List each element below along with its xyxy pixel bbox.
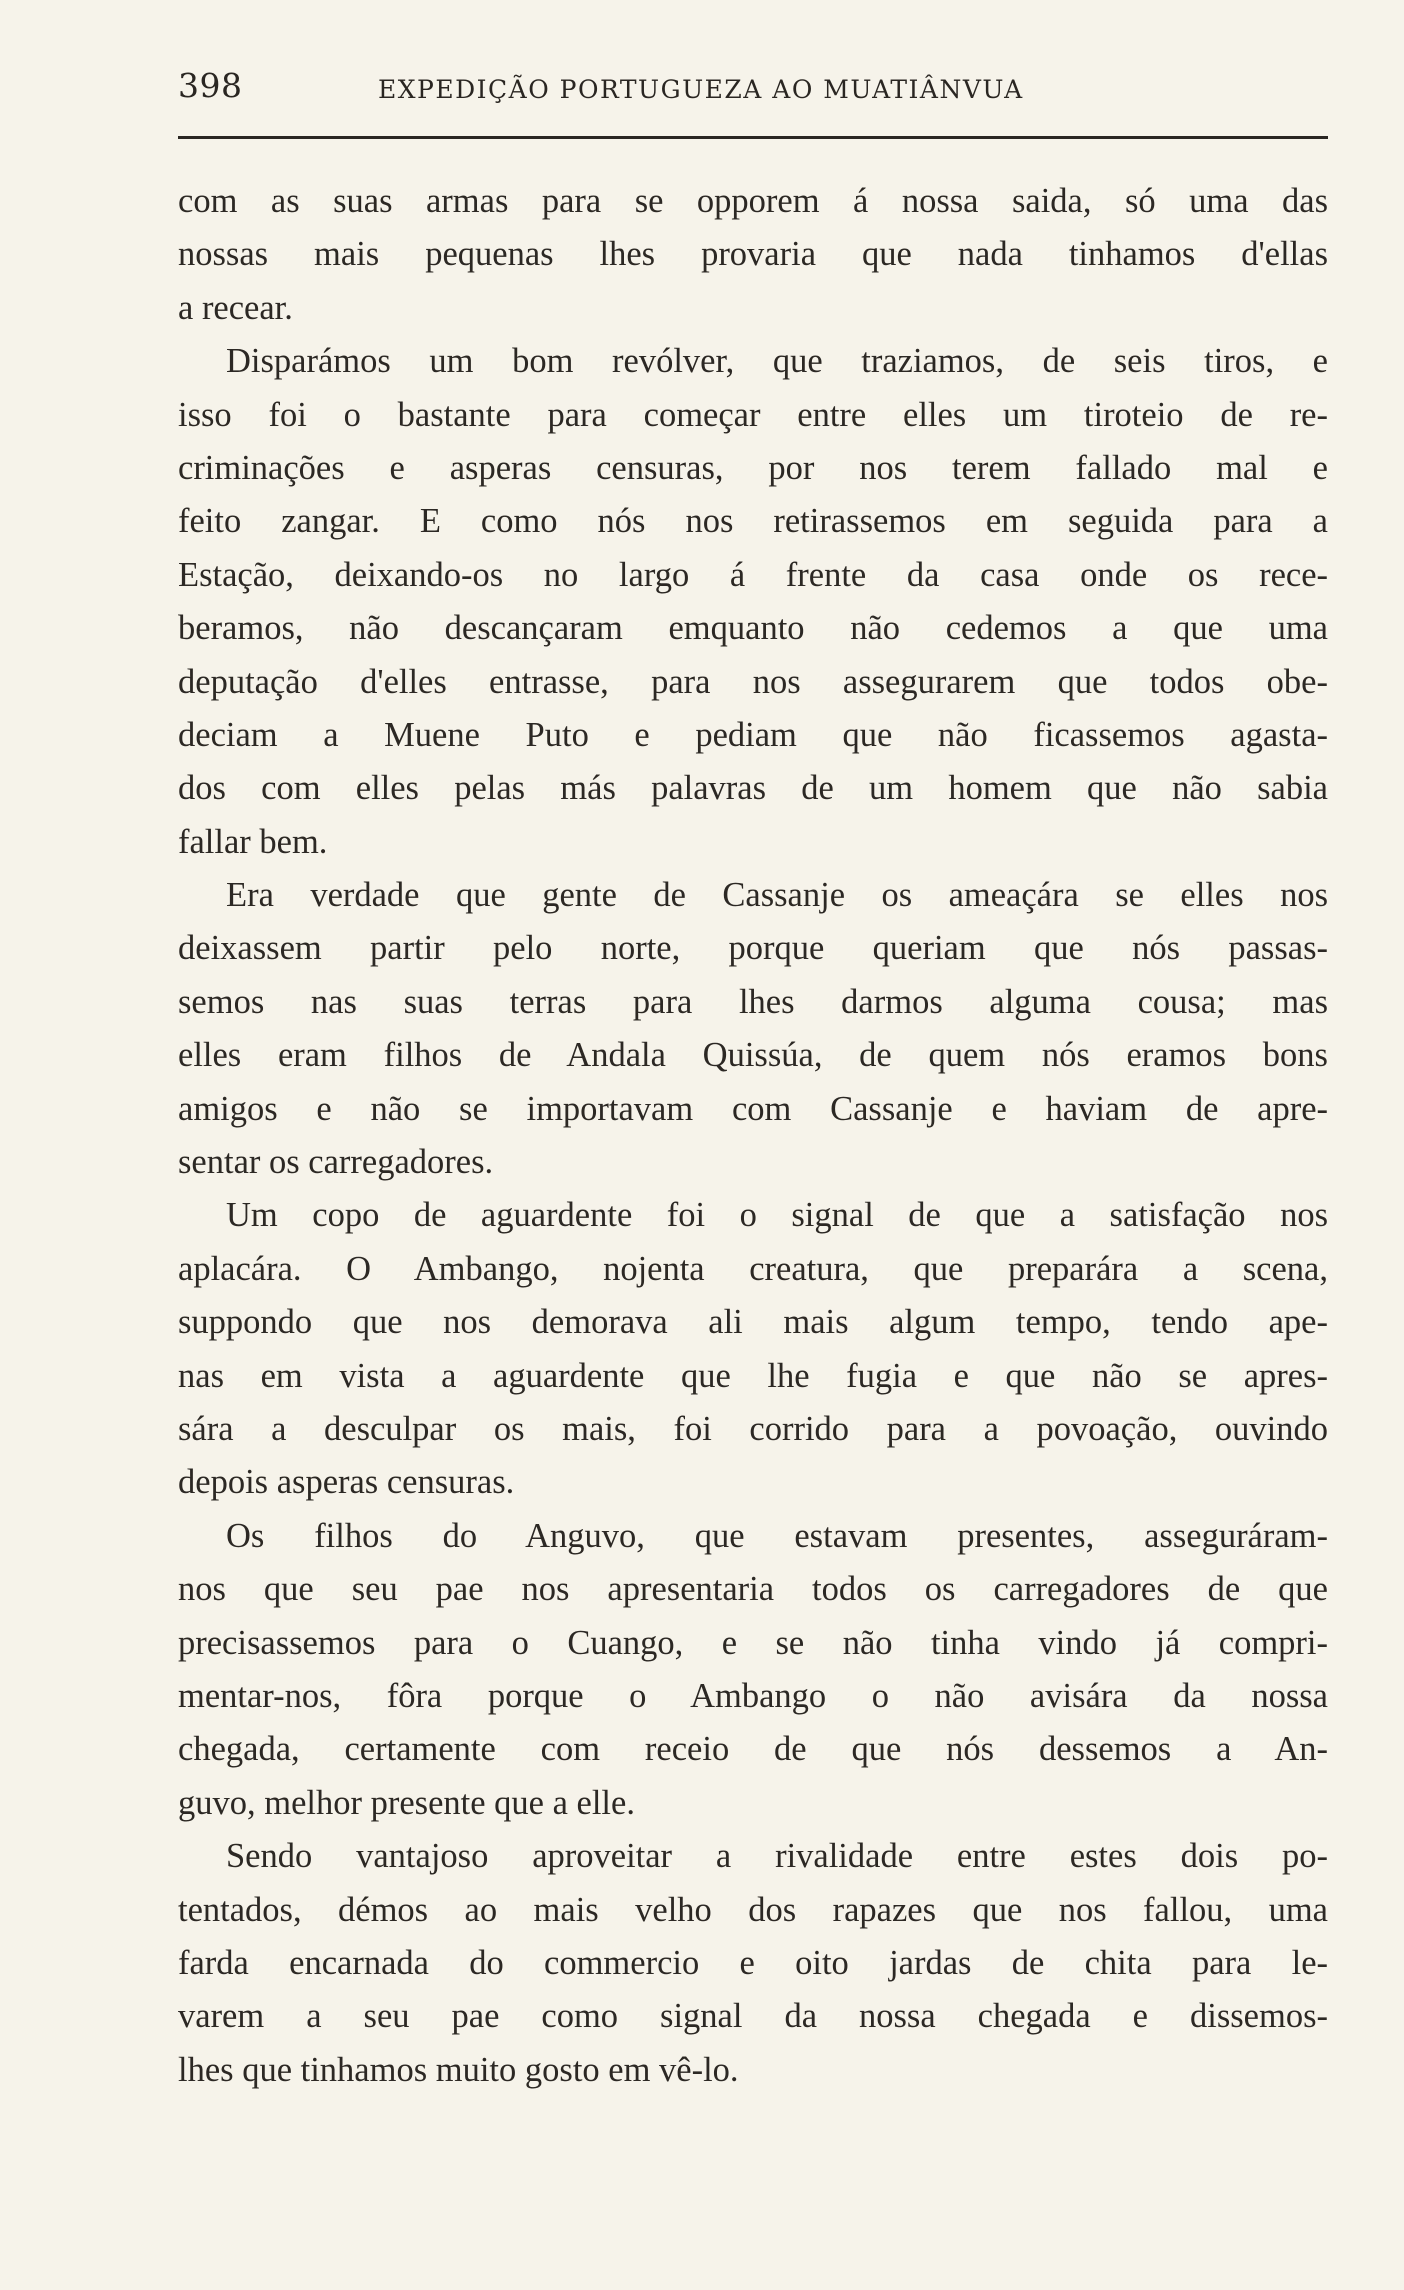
text-line: lhes que tinhamos muito gosto em vê-lo. — [178, 2050, 739, 2089]
body-text — [178, 175, 1328, 2097]
text-line: sentar os carregadores. — [178, 1143, 494, 1182]
text-line: Os filhos do Anguvo, que estavam presentes, asseguráram- — [226, 1516, 1328, 1555]
text-line: tentados, démos ao mais velho dos rapazes que nos fallou, uma — [178, 1890, 1328, 1929]
text-line: varem a seu pae como signal da nossa chegada e dissemos- — [178, 1997, 1328, 2036]
text-line: chegada, certamente com receio de que nós dessemos a An- — [178, 1730, 1328, 1769]
text-line: nos que seu pae nos apresentaria todos os carregadores de que — [178, 1570, 1328, 1609]
text-line: deputação d'elles entrasse, para nos assegurarem que todos obe- — [178, 662, 1328, 701]
text-line: Sendo vantajoso aproveitar a rivalidade entre estes dois po- — [226, 1837, 1328, 1876]
page-header — [178, 66, 1328, 116]
text-line: amigos e não se importavam com Cassanje e haviam de apre- — [178, 1089, 1328, 1128]
text-line: nossas mais pequenas lhes provaria que nada tinhamos d'ellas — [178, 235, 1328, 274]
text-line: isso foi o bastante para começar entre elles um tiroteio de re- — [178, 395, 1328, 434]
text-line: sára a desculpar os mais, foi corrido para a povoação, ouvindo — [178, 1409, 1328, 1448]
text-line: semos nas suas terras para lhes darmos alguma cousa; mas — [178, 982, 1328, 1021]
text-line: criminações e asperas censuras, por nos terem fallado mal e — [178, 448, 1328, 487]
text-line: farda encarnada do commercio e oito jardas de chita para le- — [178, 1943, 1328, 1982]
text-line: a recear. — [178, 288, 293, 327]
text-line: elles eram filhos de Andala Quissúa, de quem nós eramos bons — [178, 1036, 1328, 1075]
text-line: Um copo de aguardente foi o signal de que a satisfação nos — [226, 1196, 1328, 1235]
text-line: mentar-nos, fôra porque o Ambango o não avisára da nossa — [178, 1676, 1328, 1715]
text-line: nas em vista a aguardente que lhe fugia e que não se apres- — [178, 1356, 1328, 1395]
text-line: guvo, melhor presente que a elle. — [178, 1783, 635, 1822]
text-line: Disparámos um bom revólver, que traziamos, de seis tiros, e — [226, 342, 1328, 381]
text-line: feito zangar. E como nós nos retirassemos em seguida para a — [178, 502, 1328, 541]
text-line: deixassem partir pelo norte, porque queriam que nós passas- — [178, 929, 1328, 968]
text-line: com as suas armas para se opporem á nossa saida, só uma das — [178, 182, 1328, 220]
text-line: precisassemos para o Cuango, e se não tinha vindo já compri- — [178, 1623, 1328, 1662]
running-title: EXPEDIÇÃO PORTUGUEZA AO MUATIÂNVUA — [378, 75, 1024, 104]
text-line: aplacára. O Ambango, nojenta creatura, que preparára a scena, — [178, 1249, 1328, 1288]
text-line: Era verdade que gente de Cassanje os ameaçára se elles nos — [226, 876, 1328, 915]
text-line: Estação, deixando-os no largo á frente da casa onde os rece- — [178, 555, 1328, 594]
text-line: dos com elles pelas más palavras de um homem que não sabia — [178, 769, 1328, 808]
header-rule — [178, 136, 1328, 139]
text-line: fallar bem. — [178, 822, 328, 861]
text-line: deciam a Muene Puto e pediam que não ficassemos agasta- — [178, 715, 1328, 754]
text-line: depois asperas censuras. — [178, 1463, 515, 1502]
text-line: suppondo que nos demorava ali mais algum tempo, tendo ape- — [178, 1303, 1328, 1342]
page-number: 398 — [178, 66, 243, 105]
text-line: beramos, não descançaram emquanto não cedemos a que uma — [178, 609, 1328, 648]
